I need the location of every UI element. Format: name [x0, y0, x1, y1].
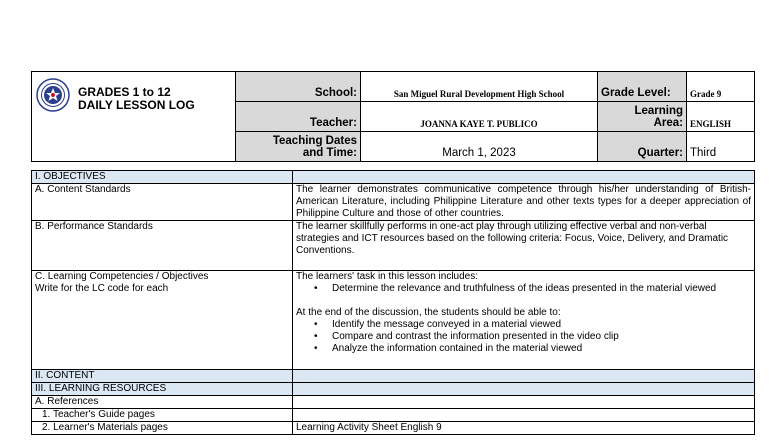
- content-heading: II. CONTENT: [32, 370, 293, 383]
- learners-materials-value: Learning Activity Sheet English 9: [293, 422, 755, 435]
- title-line-1: GRADES 1 to 12: [78, 85, 171, 99]
- performance-standards-text: The learner skillfully performs in one-act play through utilizing effective verbal and non-verbal strategies and ICT resources based on the following criteria: Focus, Voice, Delivery, and Dramatic Conventions.: [293, 221, 755, 271]
- learning-area-label-2: Area:: [653, 117, 683, 129]
- list-item: • Compare and contrast the information presented in the video clip: [332, 331, 751, 343]
- grade-level-value: Grade 9: [687, 72, 755, 102]
- grade-level-label: Grade Level:: [598, 72, 687, 102]
- header-table: [31, 71, 755, 162]
- deped-seal-icon: [36, 78, 70, 112]
- resources-heading: III. LEARNING RESOURCES: [32, 383, 293, 396]
- table-row: [32, 271, 755, 370]
- references-label: A. References: [32, 396, 293, 409]
- table-row: [32, 396, 755, 409]
- table-row: [32, 409, 755, 422]
- teachers-guide-label: 1. Teacher's Guide pages: [32, 409, 293, 422]
- section-row: [32, 171, 755, 184]
- teaching-dates-label-1: Teaching Dates: [272, 135, 357, 147]
- lesson-table: [31, 170, 755, 435]
- competencies-label: [32, 271, 293, 370]
- school-label: School:: [236, 72, 361, 102]
- title-line-2: DAILY LESSON LOG: [78, 98, 195, 112]
- competencies-outcome-intro: At the end of the discussion, the students should be able to:: [296, 307, 561, 318]
- performance-standards-label: B. Performance Standards: [32, 221, 293, 271]
- table-row: [32, 221, 755, 271]
- table-row: [32, 184, 755, 221]
- objectives-heading: I. OBJECTIVES: [32, 171, 293, 184]
- quarter-label: Quarter:: [598, 132, 687, 162]
- section-row: [32, 383, 755, 396]
- quarter-value: Third: [687, 132, 755, 162]
- content-standards-label: A. Content Standards: [32, 184, 293, 221]
- teaching-dates-label-2: and Time:: [302, 147, 357, 159]
- learning-area-label-1: Learning: [634, 105, 683, 117]
- list-item: • Analyze the information contained in the material viewed: [332, 343, 751, 355]
- learners-materials-label: 2. Learner's Materials pages: [32, 422, 293, 435]
- teaching-dates-label: [236, 132, 361, 162]
- teaching-dates-value: March 1, 2023: [361, 132, 598, 162]
- learning-area-label: [598, 102, 687, 132]
- competencies-text: [293, 271, 755, 370]
- content-standards-text: The learner demonstrates communicative competence through his/her understanding of British-American Literature, including Philippine Literature and other texts types for a deeper appreciation of Philippine Culture and those of other countries.: [293, 184, 755, 221]
- objectives-list: [296, 319, 751, 355]
- table-row: [32, 422, 755, 435]
- list-item: • Identify the message conveyed in a material viewed: [332, 319, 751, 331]
- header-title-cell: [32, 72, 236, 162]
- list-item: • Determine the relevance and truthfulness of the ideas presented in the material viewed: [332, 283, 751, 295]
- school-value: San Miguel Rural Development High School: [361, 72, 598, 102]
- teacher-label: Teacher:: [236, 102, 361, 132]
- competencies-intro: The learners' task in this lesson includes:: [296, 271, 478, 282]
- competencies-label-2: Write for the LC code for each: [35, 283, 169, 294]
- competencies-label-1: C. Learning Competencies / Objectives: [35, 271, 209, 282]
- teacher-value: JOANNA KAYE T. PUBLICO: [361, 102, 598, 132]
- learning-area-value: ENGLISH: [687, 102, 755, 132]
- section-row: [32, 370, 755, 383]
- task-list: [296, 283, 751, 295]
